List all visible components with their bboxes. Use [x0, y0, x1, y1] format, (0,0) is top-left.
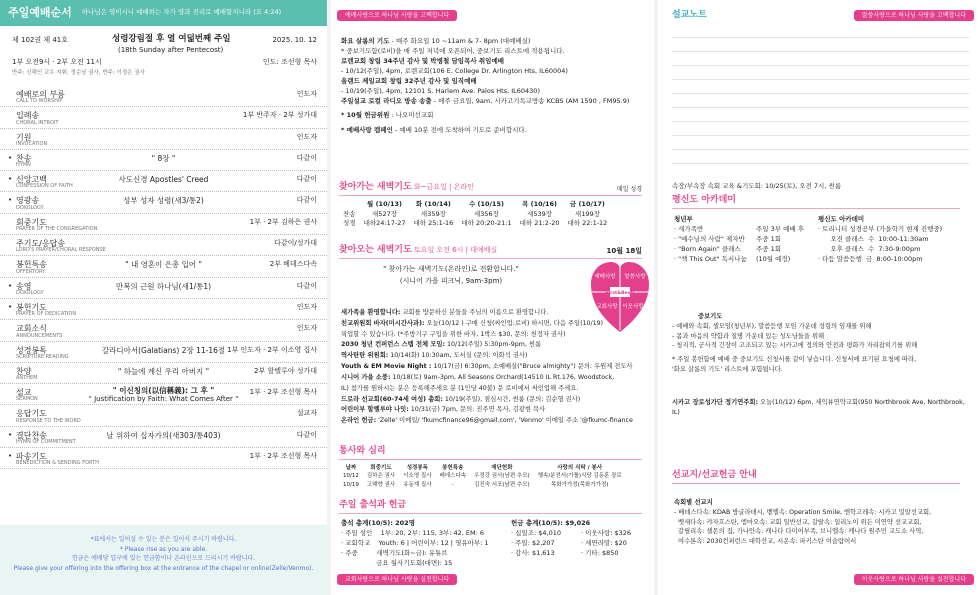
footer-note — [0, 525, 327, 595]
heart-center-label: First&Best! — [605, 291, 635, 296]
note-line[interactable] — [672, 52, 970, 66]
sermon-english-title: " Justification by Faith: What Comes After " — [88, 395, 239, 404]
attendance-line: · 주중 새벽기도(화~금): 유튜브 — [341, 549, 448, 558]
heart-label-word: 말씀사랑 — [624, 274, 646, 280]
service-item-english: HYMN — [16, 162, 31, 169]
visit-cell: 유동재 집사 — [403, 481, 432, 488]
news-text: 오늘(10/12 ) 구매 신청(싸인업:로비) 하시면, 다음 주일(10/19) — [424, 319, 604, 327]
visit-section — [331, 446, 654, 490]
offering-item: · 주일: $2,207 — [511, 539, 555, 548]
news-item — [341, 395, 646, 406]
note-line[interactable] — [672, 136, 970, 150]
news-heading: 온라인 헌금: — [341, 417, 377, 425]
youth-item — [674, 254, 834, 264]
dawn-header-cell: 수 (10/15) — [469, 199, 504, 208]
news-heading: 친교위원회 바자(미시간사과): — [341, 319, 425, 327]
service-item-english: HYMN OF COMMITMENT — [16, 439, 76, 446]
service-item — [0, 299, 327, 320]
service-item-leader: 다같이 — [296, 175, 317, 184]
visit-cell: 10/12 — [343, 473, 359, 480]
service-item-english: CHORAL INTROIT — [16, 119, 59, 126]
dawn-cell: 새539장 — [527, 209, 553, 218]
news-text: 'Zelle' 이메일/ 'fkumcfinance96@gmail.com', 'Venmo' 이메일 주소 '@fkumc-finance — [376, 417, 633, 425]
service-item-label: 기원 — [16, 132, 32, 142]
service-item-leader: 2부 베데스다속 — [269, 260, 317, 269]
service-item-content: 갈라디아서(Galatians) 2장 11-16절 — [101, 345, 226, 355]
notice-text: - 매주 금요일, 9am, 시카고기독교방송 KCBS (AM 1590 , FM95.9) — [431, 97, 630, 106]
visit-title: 통사와 심리 — [339, 446, 386, 456]
mission-heading: 속회별 선교지 — [674, 499, 713, 506]
visit-header-cell: 성경봉독 — [406, 464, 428, 471]
notice-line — [341, 76, 646, 86]
notice-line — [341, 86, 646, 96]
news-item — [341, 351, 646, 362]
worship-title: 주일예배순서 — [8, 6, 72, 20]
offering-total: 헌금 총계(10/5): $9,026 — [511, 519, 591, 527]
offering-item: · 기타: $850 — [581, 549, 619, 558]
intercession-item: - 몸과 마음의 약함과 질병 가운데 있는 성도님들을 위해 — [672, 332, 825, 340]
footer-offering-ko: 헌금은 예배당 입구에 있는 헌금함이나 온라인으로 드리시기 바랍니다. — [71, 555, 256, 563]
dawn-header-cell — [339, 200, 360, 210]
footer-offering-en: Please give your offering into the offering box at the entrance of the chapel or online(Zelle/Venmo). — [13, 564, 314, 572]
mission-title: 선교지/선교헌금 안내 — [672, 470, 757, 480]
news-text: 10/19(주일), 점심시간, 썬룸 (문의: 김순형 권사) — [442, 395, 581, 403]
top-notices — [341, 36, 646, 135]
standing-mark: • — [8, 302, 13, 311]
tag-neighbor-love: 이웃사랑으로 하나님 사랑을 실천합니다 — [854, 574, 974, 585]
choir-concert-heading: 시카고 장로성가단 정기연주회: — [672, 399, 758, 406]
issue-number: 제 102권 제 41호 — [12, 36, 68, 44]
standing-mark: • — [8, 452, 13, 461]
youth-heading: 청년부 — [674, 215, 693, 223]
service-item-english: CALL TO WORSHIP — [16, 98, 63, 105]
lay-item: · 다듬 말씀듣행 금 8:00-10:00pm — [818, 255, 923, 264]
youth-group — [674, 214, 834, 264]
news-text: IL) 참가를 원하시는 분은 등록해주세요 분 (1인당 40불) 문 로비에서 싸인업해 주세요. — [341, 384, 579, 392]
news-list — [341, 308, 646, 427]
choir-concert — [672, 398, 972, 418]
service-item-leader: 1부 인도자 · 2부 이소영 집사 — [227, 345, 317, 354]
mission-section — [666, 470, 972, 488]
announcements-panel — [331, 0, 654, 595]
week-title: 성령강림절 후 열 여덟번째 주일 — [112, 34, 231, 44]
service-item-leader: 설교자 — [296, 409, 317, 418]
lay-heading: 평신도 아카데미 — [818, 215, 865, 223]
service-item — [0, 256, 327, 277]
attendance-total: 출석 총계(10/5): 202명 — [341, 519, 415, 527]
order-of-worship-panel — [0, 0, 327, 595]
service-item-content: 날 위하여 십자가의(새303/통403) — [106, 430, 221, 440]
footer-stand-en: * Please rise as you are able. — [119, 545, 208, 553]
mission-item: - 베데스다속: KDAB 방글라데시, 벧엘속: Operation Smile, 엔학고레속: 시카고 밀알선교회, — [674, 508, 932, 516]
attendance-title: 주일 출석과 헌금 — [339, 500, 407, 510]
notice-text: : 나오미선교회 — [389, 111, 434, 120]
heart-label-church: 교회사랑 — [596, 304, 618, 310]
offering-row — [511, 548, 651, 558]
service-item-label: 찬양 — [16, 366, 32, 376]
visit-cell: 베데스다속 — [439, 473, 467, 480]
standing-mark: • — [8, 430, 13, 439]
news-heading: 시니어 가을 소풍: — [341, 373, 391, 381]
service-item-leader: 다같이 — [296, 281, 317, 290]
youth-class: · "Born Again" 클래스 — [674, 245, 741, 254]
notice-line — [341, 56, 646, 66]
heart-label-worship: 예배사랑 — [594, 274, 616, 280]
visit-cell: 김진숙 서포(남편 추모) — [474, 481, 530, 488]
offering-item: · 이웃사랑: $326 — [581, 529, 632, 538]
service-item-leader: 다같이 — [296, 153, 317, 162]
worship-header — [0, 0, 327, 26]
service-item-english: ANNOUNCEMENTS — [16, 332, 63, 339]
visit-cell: 김하은 권사 — [366, 473, 396, 480]
service-item-label: 예배로의 부름 — [16, 90, 65, 99]
note-line[interactable] — [672, 108, 970, 122]
note-line[interactable] — [672, 150, 970, 164]
youth-item — [674, 234, 834, 244]
standing-mark: • — [8, 196, 13, 205]
service-item — [0, 427, 327, 448]
news-heading: 2030 청년 컨퍼런스 스텝 전체 모임: — [341, 341, 445, 349]
service-item-leader: 1부 · 2부 조선형 목사 — [249, 452, 317, 461]
mission-item: 벳새다속: 캬자흐스탄, 엠마오속: 교회 일반선교, 갈랄속: 일리노이 위든 미연약 선교교회, — [674, 518, 922, 526]
service-item-leader: 인도자 — [296, 90, 317, 98]
notice-line — [341, 46, 646, 56]
visit-cell: 우정강 권사(남편 추모) — [474, 473, 530, 480]
intercession-heading: 중보기도 — [698, 313, 723, 320]
note-line[interactable] — [672, 66, 970, 80]
service-item-leader: 다같이/성가대 — [274, 239, 317, 248]
youth-item — [674, 244, 834, 254]
youth-time: 주중 1회 — [756, 245, 782, 254]
service-item-english: SERMON — [16, 396, 38, 403]
youth-time: (10월 예정) — [756, 255, 791, 264]
intercession-item: - 청지적, 군사적 긴장이 고조되고 있는 시카고에 정의와 안전과 평화가 자리잡히기를 위해 — [672, 342, 918, 350]
service-item-english: PRAYER OF THE CONGREGATION — [16, 226, 98, 233]
attendance-line: 금요 월사기도회(대면): 15 — [341, 559, 453, 568]
news-item — [341, 319, 646, 330]
notice-text: - 10/12(주일), 4pm, 로렌교회(106 E. College Dr. Arlington Hts, IL60004) — [341, 67, 568, 76]
attendance-line: · 주일 성인 1부: 20, 2부: 115, 3부: 42, EM: 6 — [341, 529, 485, 538]
dawn-subtitle: 화~금요일 | 온라인 — [413, 183, 474, 191]
note-line[interactable] — [672, 24, 970, 38]
intercession-note: '화요 살롬의 기도' 리스트에 포함됩니다. — [672, 365, 783, 373]
youth-class: · "예수님의 사람" 제자반 — [674, 235, 745, 244]
dawn-cell: 새356장 — [474, 209, 499, 218]
intercession-note: * 주일 봉헌함에 예배 중 중보기도 신청서를 같이 넣습니다. 신청서에 표기된 요청에 따라, — [672, 356, 917, 363]
note-line[interactable] — [672, 38, 970, 52]
youth-class: · 새가족반 — [674, 225, 704, 234]
service-item — [0, 384, 327, 405]
service-item — [0, 171, 327, 192]
service-item — [0, 192, 327, 213]
sermon-note-lines[interactable] — [672, 24, 970, 164]
dawn-cell: 새527장 — [372, 209, 397, 218]
service-item — [0, 150, 327, 171]
notice-heading: 화요 살롬의 기도 — [341, 37, 390, 45]
sermon-note-title: 설교노트 — [672, 10, 707, 20]
attendance-line: · 교회학교 Youth: 6 | 어린이부: 12 | 영유아부: 1 — [341, 539, 489, 548]
news-heading: 새가족을 환영합니다: — [341, 309, 401, 316]
service-item-english: ANTHEM — [16, 375, 38, 382]
notice-heading: * 예배사랑 캠페인 — [341, 125, 393, 134]
youth-time: 주중 1회 — [756, 235, 782, 244]
standing-mark: • — [8, 175, 13, 184]
offering-item: · 십일조: $4,010 — [511, 529, 561, 538]
news-text: 10/17(금) 6:30pm, 소예배실("Bruce almighty") 문의: 우원제 전도사 — [431, 363, 633, 371]
service-item-label: 회중기도 — [16, 217, 47, 227]
offering-row — [511, 538, 651, 548]
attendance-section — [331, 500, 654, 568]
offering-item: · 감사: $1,613 — [511, 549, 555, 558]
news-text: 10/18(토) 9am-3pm, All Seasons Orchard(14510 IL Rt.176, Woodstock, — [390, 373, 615, 381]
mission-item: 여수론속: 2030컨퍼런스 대학선교, 시온속: 파키스탄 이슬람어서 — [674, 538, 857, 545]
service-item-english: DOXOLOGY — [16, 289, 44, 296]
news-item — [341, 340, 646, 351]
footer-stand-ko: *표에서는 일어설 수 있는 분은 일어서 주시기 바랍니다. — [90, 536, 237, 543]
service-item-label: 교회소식 — [16, 324, 47, 334]
notice-line — [341, 66, 646, 76]
dawn-cell: 새359장 — [420, 209, 446, 218]
mission-list — [674, 498, 974, 547]
service-item-label: 파송기도 — [16, 452, 47, 462]
news-item — [341, 362, 646, 373]
choir-concert-detail: 오늘(10/12) 6pm, 세익뷰연약교회(950 Northbrook Ave, Northbrook, IL) — [672, 399, 965, 416]
tag-worship-love: 예배사랑으로 하나님 사랑을 고백합니다 — [337, 10, 457, 21]
news-text: 픽업할 수 있습니다. (*주방기구 구입을 위한 바자, 1박스 $30, 문의: 천정자 권사) — [341, 330, 566, 338]
news-text: 10/14(화) 10:30am, 도서실 (문의: 이화석 권사) — [388, 352, 528, 360]
dawn-prayer-visit — [331, 182, 654, 229]
tag-church-love: 교회사랑으로 하나님 사랑을 실천합니다 — [337, 574, 457, 585]
service-item-leader: 인도자 — [296, 324, 317, 333]
standing-mark: • — [8, 281, 13, 290]
notice-text: * 중보기도함(로비)을 매 주일 저녁에 오픈되어, 중보기도 리스트에 적용됩니다. — [341, 47, 565, 56]
service-item-content: " 하늘에 계신 우리 아버지 " — [117, 366, 210, 376]
service-item-english: DOXOLOGY — [16, 204, 44, 211]
visit-header-cell: 회중기도 — [370, 464, 392, 471]
service-times: 1부 오전9시 · 2부 오전 11시 — [12, 58, 102, 66]
service-item-english: CONFESSION OF FAITH — [16, 183, 73, 190]
service-item-label: 응답기도 — [16, 409, 47, 419]
dawn-title: 찾아가는 새벽기도 — [339, 182, 412, 192]
service-item — [0, 320, 327, 341]
news-item — [341, 308, 646, 319]
notice-text: - 매주 화요일 10 ~11am & 7- 8pm (대예배실) — [389, 37, 531, 45]
service-item-leader: 인도자 — [296, 132, 317, 141]
offering-item: · 세연라말: $20 — [581, 539, 627, 548]
service-item-label: 성경봉독 — [16, 345, 47, 355]
dawn-cell: 찬송 — [343, 209, 356, 218]
note-line[interactable] — [672, 80, 970, 94]
dawn2-quote: " 찾아가는 새벽기도(온라인)로 전환합니다." — [383, 264, 519, 273]
notice-line — [341, 110, 646, 120]
notes-panel — [658, 0, 980, 595]
visit-table — [339, 464, 626, 490]
notice-line — [341, 125, 646, 135]
service-item-label: 설교 — [16, 388, 32, 398]
offering-list — [511, 528, 651, 558]
dawn-header-cell: 월 (10/13) — [367, 199, 402, 208]
notice-heading: 올랜드 제일교회 창립 32주년 감사 및 임직예배 — [341, 77, 477, 86]
notice-heading: * 10월 헌금위원 — [341, 111, 390, 120]
service-item — [0, 448, 327, 469]
service-item-leader: 1부 · 2부 조선형 목사 — [249, 388, 317, 397]
notice-text: - 10/19(주일), 4pm, 12101 S. Harlem Ave. Palos Hts, IL60430) — [341, 87, 540, 96]
notice-line — [341, 36, 646, 46]
visit-cell: 이소영 집사 — [403, 473, 432, 480]
notice-heading: 주일설교 로컬 라디오 방송 송출 — [341, 97, 432, 106]
dawn2-date: 10월 18일 — [606, 247, 642, 256]
service-item-content: " 이신칭의(以信稱義): 그 후 " — [112, 386, 215, 396]
dawn-header-cell: 목 (10/16) — [522, 199, 558, 208]
visit-header-cell: 봉헌특송 — [442, 464, 464, 471]
service-item-label: 신앙고백 — [16, 175, 47, 185]
academy-title: 평신도 아카데미 — [672, 195, 736, 205]
service-item-content: " 8장 " — [151, 153, 176, 163]
dawn-prayer-table — [339, 200, 611, 229]
visit-header-cell: 재단헌화 — [491, 464, 513, 471]
bulletin-date: 2025. 10. 12 — [272, 36, 317, 44]
dawn-cell: 대하 21:2-20 — [519, 219, 560, 228]
news-text: 교회를 방문하신 분들을 주님의 이름으로 환영합니다. — [400, 309, 549, 316]
service-item-english: LORD'S PRAYER/CHORAL RESPONSE — [16, 247, 106, 254]
service-item-label: 입례송 — [16, 111, 40, 121]
daily-bible: 매일 성경 — [616, 185, 642, 193]
visit-cell: - — [451, 481, 454, 488]
class-leader-meeting: 속장/부속장 속회 교육 &기도회: 10/25(토), 오전 7시, 썬룸 — [672, 182, 842, 190]
news-heading: Youth & EM Movie Night : — [341, 363, 432, 371]
service-item-leader: 다같이 — [296, 196, 317, 205]
news-heading: 어린이부 할렐루야 나잇: — [341, 406, 409, 414]
visit-cell: 목화가가정(목화가가정) — [551, 481, 609, 488]
service-item-label: 영광송 — [16, 196, 40, 206]
news-item — [341, 373, 646, 384]
service-item-english: OFFERTORY — [16, 268, 46, 275]
dawn-cell: 대하24:17-27 — [363, 219, 406, 228]
dawn2-subtitle: 토요일 오전 6시 | 대예배실 — [413, 246, 498, 254]
week-subtitle: (18th Sunday after Pentecost) — [118, 46, 224, 54]
service-item-content: " 내 영혼이 은총 입어 " — [125, 260, 202, 270]
service-item-content: 만복의 근원 하나님(새1/통1) — [115, 281, 212, 291]
note-line[interactable] — [672, 94, 970, 108]
dawn-cell: 대하 20:20-21:1 — [461, 219, 512, 228]
service-item-english: INVOCATION — [16, 140, 48, 147]
service-item — [0, 235, 327, 256]
heart-label-neighbor: 이웃사랑 — [622, 304, 644, 310]
standing-mark: • — [8, 153, 13, 162]
visit-cell: 행속/분전서(가톨)식당 김동훈 장로 — [537, 473, 622, 480]
mission-item: 갈릴리속: 셀몬의 집, 가나안속: 캐나다 다미어부족, 브니엘속: 캐나다 원주민 교도소 사역, — [674, 528, 924, 536]
news-heading: 드로라 선교회(60-74세 여성) 총회: — [341, 395, 443, 403]
dawn2-picnic: (시니어 가을 피크닉, 9am-3pm) — [399, 277, 503, 286]
service-item-leader: 다같이 — [296, 430, 317, 439]
service-item-label: 결단찬송 — [16, 430, 47, 440]
service-item — [0, 129, 327, 150]
service-item-english: BENEDICTION & SENDING FORTH — [16, 460, 99, 467]
dawn-cell: 대하 25:1-16 — [413, 219, 454, 228]
lay-item: 오전 클래스 수 10:00-11:30am — [818, 235, 929, 244]
news-item — [341, 384, 646, 395]
service-item-leader: 인도자 — [296, 302, 317, 311]
news-item — [341, 330, 646, 341]
youth-class: · "책 This Out" 독서나눔 — [674, 255, 747, 264]
intercession-item: - 예배와 속회, 셀모임(청년부), 말씀듣행 모임 가운데 성령의 임재를 위해 — [672, 322, 872, 330]
visit-cell: 고해향 권사 — [366, 481, 396, 488]
dawn-header-cell: 화 (10/14) — [415, 199, 451, 208]
worship-verse: 하나님은 영이시니 예배하는 자가 영과 진리로 예배할지니라 (요 4:24) — [81, 8, 282, 17]
visit-header-cell: 사랑의 식탁 / 봉사 — [557, 464, 603, 471]
dawn-cell: 대하 22:1-12 — [567, 219, 608, 228]
note-line[interactable] — [672, 122, 970, 136]
service-item — [0, 363, 327, 384]
news-item — [341, 405, 646, 416]
service-items — [0, 86, 327, 469]
service-item-english: SCRIPTURE READING — [16, 353, 69, 360]
dawn-cell: 성경 — [343, 219, 356, 228]
dawn-header-cell: 금 (10/17) — [569, 199, 605, 208]
service-item — [0, 214, 327, 235]
service-item-leader: 1부 반주자 · 2부 성가대 — [242, 111, 317, 120]
intercession — [672, 312, 974, 375]
youth-item — [674, 224, 834, 234]
service-item-english: RESPONSE TO THE WORD — [16, 417, 81, 424]
service-item-label: 봉헌특송 — [16, 260, 47, 270]
service-item-label: 찬송 — [16, 153, 32, 163]
service-item-leader: 2부 할렐루야 성가대 — [254, 366, 317, 375]
lay-academy — [818, 214, 978, 264]
notice-heading: 로렌교회 창립 34주년 감사 및 박병철 담임목사 취임예배 — [341, 57, 505, 66]
news-text: 10/12(주일) 5:30pm-9pm, 썬룸 — [445, 341, 542, 349]
lay-item: 오후 클래스 수 7:30-9:00pm — [818, 245, 921, 254]
service-item-content: 사도신경 Apostles' Creed — [118, 175, 209, 185]
lay-item: · 트리니티 성경공부 (가을학기 현재 진행중) — [818, 225, 943, 234]
dawn-cell: 새199장 — [574, 209, 600, 218]
service-item — [0, 405, 327, 426]
news-heading: 역사탄탄 위원회: — [341, 352, 389, 360]
assistants: 반주: 신해인 교우 지휘: 정순남 권사, 반주: 이정은 권사 — [12, 70, 145, 76]
tag-word-love: 말씀사랑으로 하나님 사랑을 고백합니다 — [854, 10, 974, 21]
service-item — [0, 86, 327, 107]
news-item — [341, 416, 646, 427]
dawn2-title: 찾아오는 새벽기도 — [339, 245, 412, 255]
service-item — [0, 278, 327, 299]
news-text: 10/31(금) 7pm, 문의: 진주연 목사, 김광현 목사 — [408, 406, 546, 414]
service-item-label: 주기도/응답송 — [16, 239, 66, 249]
visit-header-cell: 날짜 — [345, 464, 357, 471]
notice-line — [341, 96, 646, 106]
service-item — [0, 342, 327, 363]
offering-row — [511, 528, 651, 538]
visit-cell: 10/19 — [343, 481, 359, 488]
service-item-leader: 1부 · 2부 김하은 권사 — [249, 217, 317, 226]
notice-text: - 예배 10분 전에 도착하여 기도로 준비합시다. — [392, 125, 527, 134]
service-item-english: PRAYER OF DEDICATION — [16, 311, 77, 318]
service-item-label: 송영 — [16, 281, 32, 291]
service-item-content: 성부 성자 성령(새3/통2) — [123, 196, 204, 206]
academy-section — [666, 195, 972, 213]
youth-time: 주일 3부 예배 후 — [756, 225, 805, 234]
service-item-label: 봉헌기도 — [16, 302, 47, 312]
leader: 인도: 조선형 목사 — [262, 58, 317, 66]
service-item — [0, 107, 327, 128]
bulletin-meta — [0, 26, 327, 88]
attendance-list — [341, 528, 511, 568]
